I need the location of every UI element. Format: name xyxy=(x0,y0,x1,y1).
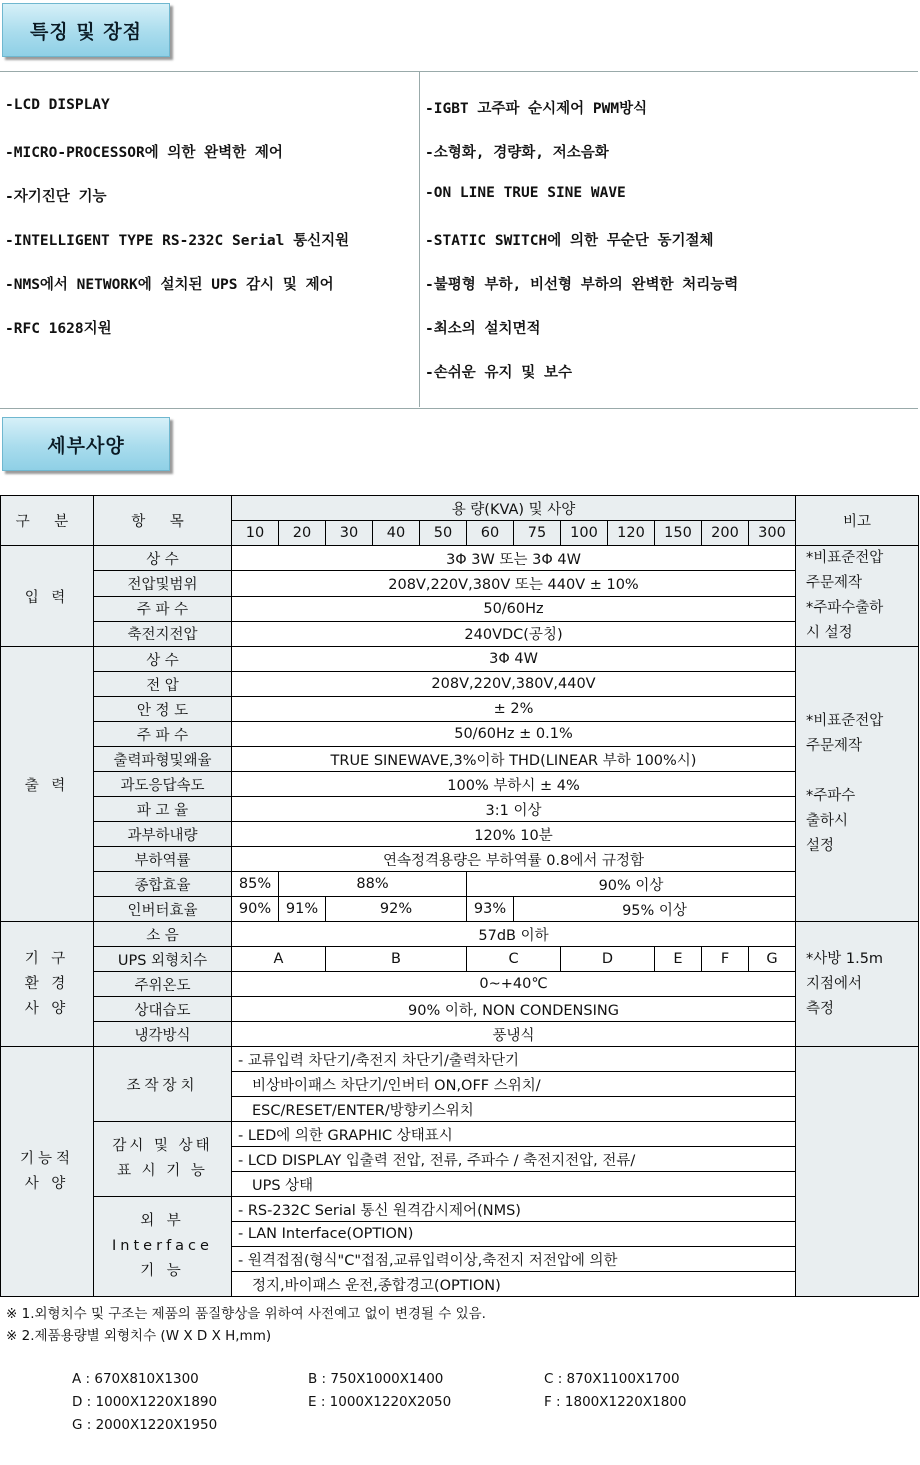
category-function: 기능적 사 양 xyxy=(1,1047,94,1297)
output-note: *비표준전압 주문제작 *주파수 출하시 설정 xyxy=(796,647,919,922)
item-label: 인버터효율 xyxy=(94,897,232,922)
item-label: 축전지전압 xyxy=(94,621,232,646)
inverter-30-50: 92% xyxy=(326,897,467,922)
category-env: 기 구 환 경 사 양 xyxy=(1,922,94,1047)
kva-cell: 20 xyxy=(279,521,326,546)
spec-value: 풍냉식 xyxy=(232,1022,796,1047)
inverter-20: 91% xyxy=(279,897,326,922)
spec-value: 연속정격용량은 부하역률 0.8에서 규정함 xyxy=(232,847,796,872)
size-b: B xyxy=(326,947,467,972)
kva-cell: 30 xyxy=(326,521,373,546)
spec-value: 57dB 이하 xyxy=(232,922,796,947)
func-line: 정지,바이패스 운전,종합경고(OPTION) xyxy=(232,1272,796,1297)
spec-value: ± 2% xyxy=(232,697,796,722)
size-f: F xyxy=(702,947,749,972)
category-output: 출 력 xyxy=(1,647,94,922)
dimension-e: E : 1000X1220X2050 xyxy=(308,1394,452,1410)
features-section-title: 특징 및 장점 xyxy=(2,3,170,57)
kva-cell: 50 xyxy=(420,521,467,546)
dimension-b: B : 750X1000X1400 xyxy=(308,1371,444,1387)
item-label: 주위온도 xyxy=(94,972,232,997)
spec-value: 100% 부하시 ± 4% xyxy=(232,772,796,797)
item-label: UPS 외형치수 xyxy=(94,947,232,972)
feature-item: -최소의 설치면적 xyxy=(425,321,541,337)
func-line: ESC/RESET/ENTER/방향키스위치 xyxy=(232,1097,796,1122)
feature-item: -자기진단 기능 xyxy=(5,189,107,205)
item-label: 전압및범위 xyxy=(94,571,232,596)
spec-value: 120% 10분 xyxy=(232,822,796,847)
spec-value: 3Φ 4W xyxy=(232,647,796,672)
item-label: 부하역률 xyxy=(94,847,232,872)
func-line: - LED에 의한 GRAPHIC 상태표시 xyxy=(232,1122,796,1147)
item-label: 주 파 수 xyxy=(94,596,232,621)
item-interface: 외 부 Interface 기 능 xyxy=(94,1197,232,1297)
footnote: ※ 2.제품용량별 외형치수 (W X D X H,mm) xyxy=(6,1328,272,1344)
feature-item: -MICRO-PROCESSOR에 의한 완벽한 제어 xyxy=(5,145,283,161)
features-divider xyxy=(419,72,420,407)
kva-cell: 10 xyxy=(232,521,279,546)
input-note: *비표준전압 주문제작 *주파수출하 시 설정 xyxy=(796,546,919,647)
header-item: 항 목 xyxy=(94,496,232,546)
spec-value: 208V,220V,380V,440V xyxy=(232,672,796,697)
efficiency-10: 85% xyxy=(232,872,279,897)
item-label: 소 음 xyxy=(94,922,232,947)
size-e: E xyxy=(655,947,702,972)
func-line: - RS-232C Serial 통신 원격감시제어(NMS) xyxy=(232,1197,796,1222)
size-d: D xyxy=(561,947,655,972)
spec-value: 3:1 이상 xyxy=(232,797,796,822)
spec-value: 50/60Hz xyxy=(232,596,796,621)
features-right-list xyxy=(425,97,738,405)
spec-table xyxy=(0,495,919,1297)
item-label: 주 파 수 xyxy=(94,722,232,747)
size-g: G xyxy=(749,947,796,972)
footnote: ※ 1.외형치수 및 구조는 제품의 품질향상을 위하여 사전예고 없이 변경될 수 있음. xyxy=(6,1306,486,1322)
item-label: 과도응답속도 xyxy=(94,772,232,797)
inverter-10: 90% xyxy=(232,897,279,922)
kva-cell: 75 xyxy=(514,521,561,546)
feature-item: -ON LINE TRUE SINE WAVE xyxy=(425,185,626,201)
header-capacity: 용 량(KVA) 및 사양 xyxy=(232,496,796,521)
kva-cell: 150 xyxy=(655,521,702,546)
item-monitor: 감시 및 상태 표 시 기 능 xyxy=(94,1122,232,1197)
features-left-list xyxy=(5,97,349,361)
feature-item: -NMS에서 NETWORK에 설치된 UPS 감시 및 제어 xyxy=(5,277,334,293)
feature-item: -불평형 부하, 비선형 부하의 완벽한 처리능력 xyxy=(425,277,739,293)
footnotes xyxy=(6,1303,486,1347)
size-a: A xyxy=(232,947,326,972)
feature-item: -LCD DISPLAY xyxy=(5,97,110,113)
spec-value: 3Φ 3W 또는 3Φ 4W xyxy=(232,546,796,571)
header-remark: 비고 xyxy=(796,496,919,546)
kva-cell: 60 xyxy=(467,521,514,546)
item-label: 냉각방식 xyxy=(94,1022,232,1047)
item-label: 안 정 도 xyxy=(94,697,232,722)
spec-value: 208V,220V,380V 또는 440V ± 10% xyxy=(232,571,796,596)
func-line: - LCD DISPLAY 입출력 전압, 전류, 주파수 / 축전지전압, 전류/ xyxy=(232,1147,796,1172)
feature-item: -소형화, 경량화, 저소음화 xyxy=(425,145,609,161)
item-label: 종합효율 xyxy=(94,872,232,897)
item-label: 상 수 xyxy=(94,546,232,571)
size-c: C xyxy=(467,947,561,972)
feature-item: -STATIC SWITCH에 의한 무순단 동기절체 xyxy=(425,233,714,249)
inverter-60: 93% xyxy=(467,897,514,922)
feature-item: -IGBT 고주파 순시제어 PWM방식 xyxy=(425,101,648,117)
func-line: UPS 상태 xyxy=(232,1172,796,1197)
spec-value: 240VDC(공칭) xyxy=(232,621,796,646)
dimension-d: D : 1000X1220X1890 xyxy=(72,1394,218,1410)
dimension-f: F : 1800X1220X1800 xyxy=(544,1394,687,1410)
spec-value: 0~+40℃ xyxy=(232,972,796,997)
inverter-75-300: 95% 이상 xyxy=(514,897,796,922)
item-label: 전 압 xyxy=(94,672,232,697)
specs-section-title: 세부사양 xyxy=(2,417,170,471)
function-note xyxy=(796,1047,919,1297)
item-label: 파 고 율 xyxy=(94,797,232,822)
efficiency-20-50: 88% xyxy=(279,872,467,897)
item-control: 조작장치 xyxy=(94,1047,232,1122)
func-line: - LAN Interface(OPTION) xyxy=(232,1222,796,1247)
feature-item: -RFC 1628지원 xyxy=(5,321,112,337)
func-line: - 교류입력 차단기/축전지 차단기/출력차단기 xyxy=(232,1047,796,1072)
item-label: 과부하내량 xyxy=(94,822,232,847)
item-label: 출력파형및왜율 xyxy=(94,747,232,772)
feature-item: -INTELLIGENT TYPE RS-232C Serial 통신지원 xyxy=(5,233,350,249)
func-line: 비상바이패스 차단기/인버터 ON,OFF 스위치/ xyxy=(232,1072,796,1097)
efficiency-60-300: 90% 이상 xyxy=(467,872,796,897)
feature-item: -손쉬운 유지 및 보수 xyxy=(425,365,572,381)
dimension-c: C : 870X1100X1700 xyxy=(544,1371,680,1387)
kva-cell: 100 xyxy=(561,521,608,546)
kva-cell: 40 xyxy=(373,521,420,546)
spec-value: 90% 이하, NON CONDENSING xyxy=(232,997,796,1022)
dimension-list xyxy=(72,1371,780,1440)
item-label: 상대습도 xyxy=(94,997,232,1022)
dimension-a: A : 670X810X1300 xyxy=(72,1371,199,1387)
spec-value: 50/60Hz ± 0.1% xyxy=(232,722,796,747)
func-line: - 원격접점(형식"C"접점,교류입력이상,축전지 저전압에 의한 xyxy=(232,1247,796,1272)
kva-cell: 200 xyxy=(702,521,749,546)
kva-cell: 300 xyxy=(749,521,796,546)
kva-cell: 120 xyxy=(608,521,655,546)
spec-value: TRUE SINEWAVE,3%이하 THD(LINEAR 부하 100%시) xyxy=(232,747,796,772)
header-category: 구 분 xyxy=(1,496,94,546)
item-label: 상 수 xyxy=(94,647,232,672)
env-note: *사방 1.5m 지점에서 측정 xyxy=(796,922,919,1047)
dimension-g: G : 2000X1220X1950 xyxy=(72,1417,218,1433)
category-input: 입 력 xyxy=(1,546,94,647)
